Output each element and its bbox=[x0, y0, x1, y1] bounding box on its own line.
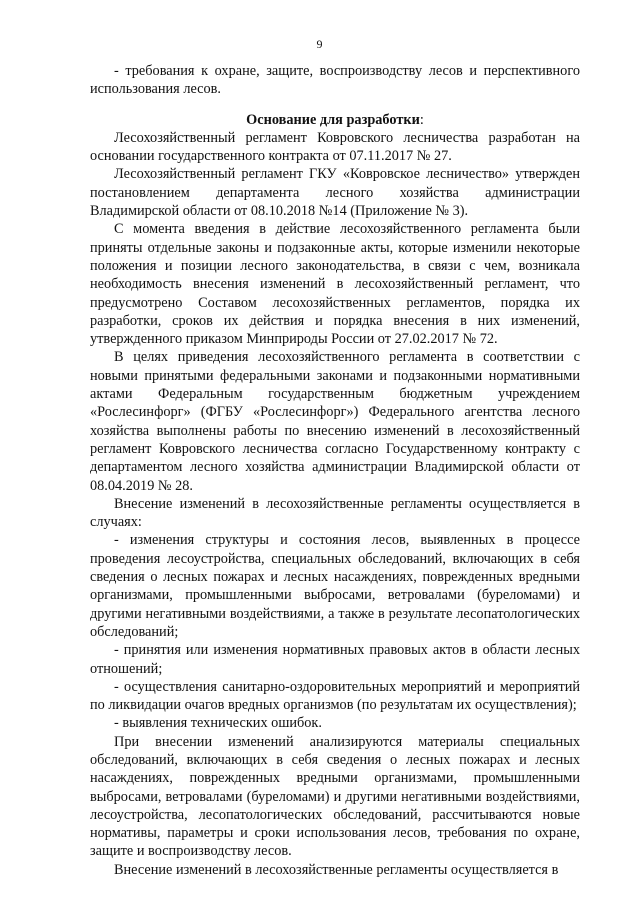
list-item-legal-acts: - принятия или изменения нормативных правовых актов в области лесных отношений; bbox=[90, 642, 580, 677]
paragraph-legislation-changes: С момента введения в действие лесохозяйственного регламента были приняты отдельные законы и подзаконные акты, которые изменили некоторые положения и позиции лесного законодательства, в связи с чем, возникала необходимость внесения изменений в лесохозяйственный регламент, что предусмотрено Составом лесохозяйственных регламентов, порядка их разработки, сроков их действия и порядка внесения в них изменений, утвержденного приказом Минприроды России от 27.02.2017 № 72. bbox=[90, 221, 580, 348]
paragraph-rosleinforg-work: В целях приведения лесохозяйственного регламента в соответствии с новыми принятыми федеральными законами и подзаконными нормативными актами Федеральным государственным бюджетным учреждением «Рослесинфорг» (ФГБУ «Рослесинфорг») Федерального агентства лесного хозяйства выполнены работы по внесению изменений в лесохозяйственный регламент Ковровского лесничества согласно Государственному контракту с департаментом лесного хозяйства администрации Владимирской области от 08.04.2019 № 28. bbox=[90, 349, 580, 494]
page-number: 9 bbox=[316, 37, 323, 51]
paragraph-approval: Лесохозяйственный регламент ГКУ «Ковровское лесничество» утвержден постановлением департамента лесного хозяйства администрации Владимирской области от 08.10.2018 №14 (Приложение № 3). bbox=[90, 166, 580, 220]
list-item-technical-errors: - выявления технических ошибок. bbox=[114, 715, 322, 732]
list-item-forest-structure: - изменения структуры и состояния лесов, выявленных в процессе проведения лесоустройства, специальных обследований, включающих в себя сведения о лесных пожарах и лесных насаждениях, поврежденных вредными организмами, промышленными выбросами, ветровалами (буреломами) и другими негативными воздействиями, а также в результате лесопатологических обследований; bbox=[90, 532, 580, 640]
list-item-sanitary-measures: - осуществления санитарно-оздоровительных мероприятий и мероприятий по ликвидации очагов вредных организмов (по результатам их осуществления); bbox=[90, 678, 580, 714]
section-heading-colon: : bbox=[419, 111, 424, 128]
paragraph-analysis: При внесении изменений анализируются материалы специальных обследований, включающих в себя сведения о лесных пожарах и лесных насаждениях, поврежденных вредными организмами, промышленными выбросами, ветровалами (буреломами) и другими негативными воздействиями, лесоустройства, лесопатологических обследований, рассчитываются новые нормативы, параметры и сроки использования лесов, требования по охране, защите и воспроизводству лесов. bbox=[90, 733, 580, 860]
intro-list-item: - требования к охране, защите, воспроизводству лесов и перспективного использования лесов. bbox=[90, 63, 580, 98]
paragraph-continuation: Внесение изменений в лесохозяйственные регламенты осуществляется в bbox=[114, 861, 559, 878]
paragraph-cases-intro: Внесение изменений в лесохозяйственные регламенты осуществляется в случаях: bbox=[90, 495, 580, 531]
section-heading-text: Основание для разработки bbox=[246, 111, 420, 128]
section-heading bbox=[90, 111, 580, 129]
document-body bbox=[90, 62, 580, 879]
paragraph-contract-basis: Лесохозяйственный регламент Ковровского лесничества разработан на основании государственного контракта от 07.11.2017 № 27. bbox=[90, 129, 580, 165]
